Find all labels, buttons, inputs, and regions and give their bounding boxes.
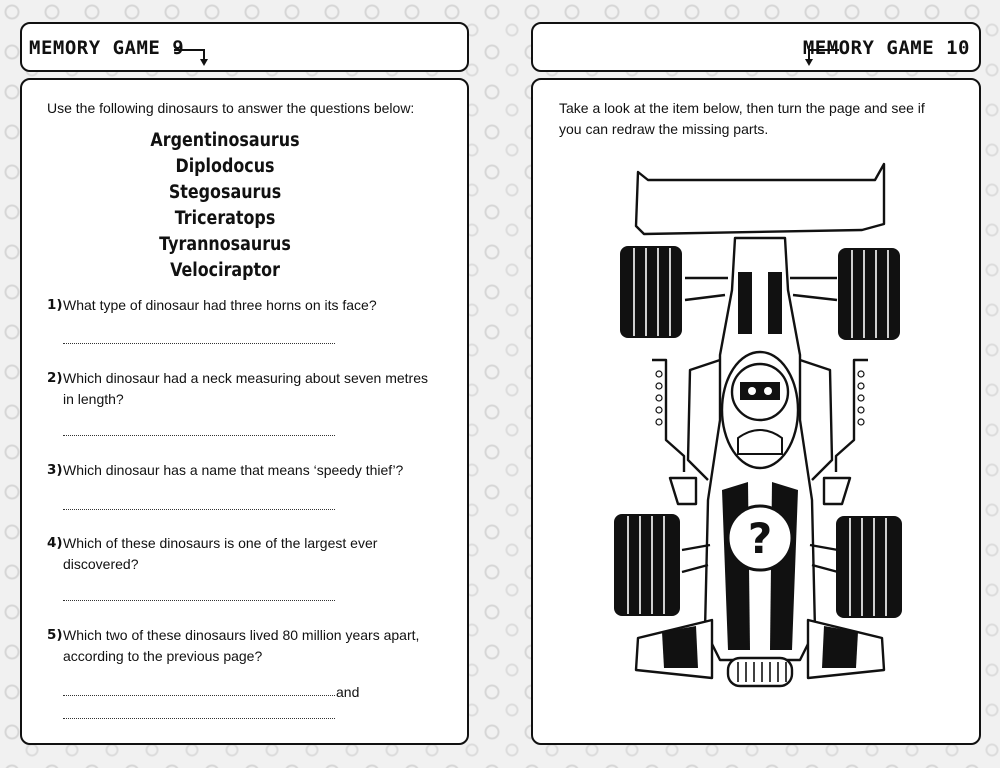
question-number: 5) (47, 627, 63, 643)
left-header-title: MEMORY GAME 9 (29, 37, 185, 59)
dinosaur-name: Triceratops (174, 208, 276, 229)
question-5 (47, 625, 437, 666)
rear-left-tyre (620, 246, 682, 338)
dinosaur-name: Argentinosaurus (150, 130, 300, 151)
question-text: Which dinosaur had a neck measuring about seven metres (63, 370, 428, 386)
question-number: 2) (47, 370, 63, 386)
question-3 (47, 460, 437, 481)
right-header-title: MEMORY GAME 10 (802, 37, 970, 59)
rear-right-tyre (838, 248, 900, 340)
question-text: in length? (63, 390, 124, 407)
right-intro-line-2: you can redraw the missing parts. (559, 121, 769, 137)
answer-line-3[interactable] (63, 509, 335, 510)
question-mark-icon: ? (747, 514, 773, 563)
question-number: 3) (47, 462, 63, 478)
question-text: Which dinosaur has a name that means ‘speedy thief’? (63, 462, 404, 478)
question-text: according to the previous page? (63, 647, 263, 664)
question-number: 1) (47, 297, 63, 313)
question-text: Which of these dinosaurs is one of the largest ever (63, 535, 378, 551)
answer-line-2[interactable] (63, 435, 335, 436)
question-text: Which two of these dinosaurs lived 80 million years apart, (63, 627, 420, 643)
right-header (531, 22, 981, 72)
dinosaur-name: Stegosaurus (168, 182, 282, 203)
left-intro: Use the following dinosaurs to answer the questions below: (47, 100, 415, 116)
question-text: What type of dinosaur had three horns on its face? (63, 297, 377, 313)
answer-line-4[interactable] (63, 600, 335, 601)
answer-line-5a[interactable] (63, 695, 335, 696)
question-2 (47, 368, 437, 409)
left-header (20, 22, 469, 72)
question-4 (47, 533, 437, 574)
right-intro (559, 98, 925, 140)
question-text: discovered? (63, 555, 139, 572)
front-left-tyre (614, 514, 680, 616)
rear-wing (636, 164, 884, 234)
dinosaur-name: Velociraptor (170, 260, 280, 281)
race-car-illustration (600, 160, 920, 700)
question-1 (47, 295, 437, 316)
question-number: 4) (47, 535, 63, 551)
and-label: and (336, 684, 360, 700)
answer-line-1[interactable] (63, 343, 335, 344)
arrow-right-down-icon (172, 42, 212, 68)
dinosaur-list (0, 128, 450, 284)
dinosaur-name: Tyrannosaurus (159, 234, 291, 255)
front-right-tyre (836, 516, 902, 618)
answer-line-5b[interactable] (63, 718, 335, 719)
dinosaur-name: Diplodocus (175, 156, 275, 177)
right-intro-line-1: Take a look at the item below, then turn the page and see if (559, 100, 925, 116)
